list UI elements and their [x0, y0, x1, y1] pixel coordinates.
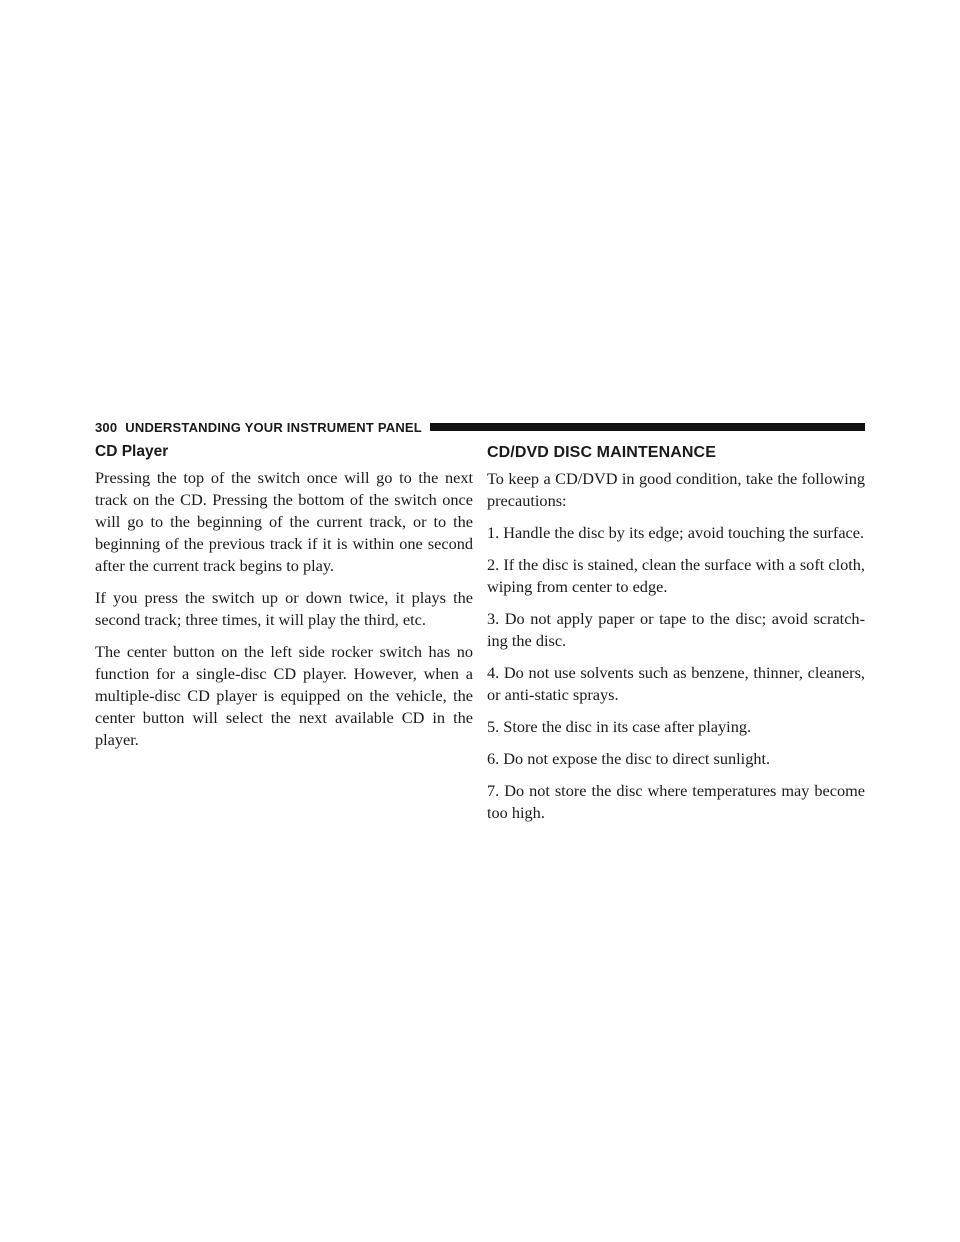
page-header — [95, 418, 865, 436]
section-title: UNDERSTANDING YOUR INSTRUMENT PANEL — [125, 419, 422, 435]
right-column — [487, 442, 865, 834]
disc-maintenance-heading: CD/DVD DISC MAINTENANCE — [487, 444, 716, 461]
left-column — [95, 442, 473, 761]
paragraph: The center button on the left side rocker switch has no function for a single-disc CD player. However, when a multiple-disc CD player is equipped on the vehicle, the center button will select the next available CD in the player. — [95, 642, 473, 749]
paragraph: Pressing the top of the switch once will go to the next track on the CD. Pressing the bottom of the switch once will go to the beginning of the current track, or to the beginning of the previous track if it is within one second after the current track begins to play. — [95, 468, 473, 575]
list-item: 6. Do not expose the disc to direct sunlight. — [487, 749, 771, 768]
list-item: 1. Handle the disc by its edge; avoid touching the surface. — [487, 523, 865, 542]
list-item: 5. Store the disc in its case after playing. — [487, 717, 752, 736]
header-rule — [430, 423, 865, 431]
cd-player-heading: CD Player — [95, 443, 169, 460]
paragraph: If you press the switch up or down twice, it plays the second track; three times, it will play the third, etc. — [95, 588, 473, 629]
page-number: 300 — [95, 419, 118, 435]
intro-paragraph: To keep a CD/DVD in good condition, take the following precautions: — [487, 469, 865, 510]
list-item: 3. Do not apply paper or tape to the disc; avoid scratch-ing the disc. — [487, 609, 865, 650]
list-item: 2. If the disc is stained, clean the surface with a soft cloth, wiping from center to edge. — [487, 555, 865, 596]
list-item: 4. Do not use solvents such as benzene, thinner, cleaners, or anti-static sprays. — [487, 663, 865, 704]
list-item: 7. Do not store the disc where temperatures may become too high. — [487, 781, 865, 822]
